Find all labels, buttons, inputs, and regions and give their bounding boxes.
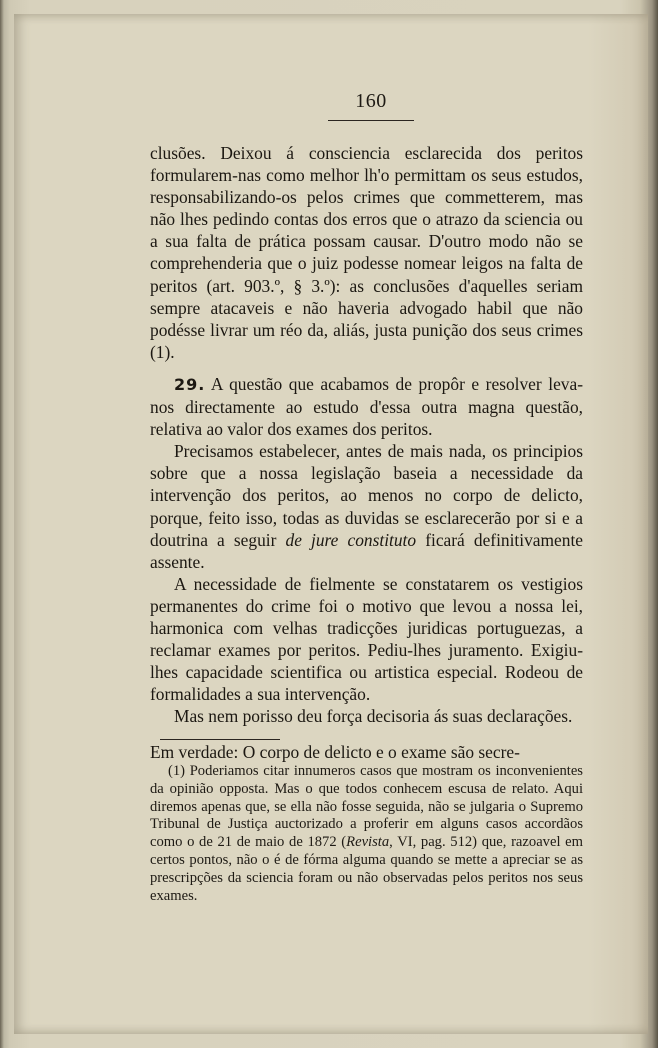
footnote-text: , VI, pag. 512) que, razoavel em certos pontos, não o é de fórma alguma quando se mette a apreciar se as prescripções da sciencia foram ou não observadas pelos peritos nos seus exames. bbox=[150, 834, 583, 904]
footnote bbox=[150, 763, 583, 905]
paragraph-text: A questão que acabamos de propôr e resolver leva-nos directamente ao estudo d'essa outra magna questão, relativa ao valor dos exames dos peritos. bbox=[150, 373, 583, 440]
paragraph: Mas nem porisso deu força decisoria ás suas declarações. bbox=[174, 706, 573, 727]
paragraph-continuation: clusões. Deixou á consciencia esclarecida dos peritos formularem-nas como melhor lh'o permittam os seus estudos, responsabilizando-os pelos crimes que commetterem, mas não lhes pedindo contas dos erros que o atrazo da sciencia ou a sua falta de prática possam causar. D'outro modo não se comprehenderia que o juiz podesse nomear leigos na falta de peritos (art. 903.º, § 3.º): as conclusões d'aquelles seriam sempre atacaveis e não haveria advogado habil que não podésse livrar um réo da, aliás, justa punição dos seus crimes (1). bbox=[150, 143, 583, 362]
paragraph-section-29 bbox=[150, 373, 583, 440]
header-rule bbox=[328, 120, 414, 121]
italic-phrase: de jure constituto bbox=[285, 529, 417, 550]
italic-citation: Revista bbox=[346, 834, 390, 851]
footnote-rule bbox=[160, 739, 280, 740]
paragraph bbox=[150, 440, 583, 573]
paragraph: Em verdade: O corpo de delicto e o exame são secre- bbox=[150, 742, 520, 763]
main-text bbox=[150, 142, 583, 764]
footnote-mark: (1) bbox=[168, 763, 186, 779]
page-number: 160 bbox=[355, 90, 387, 112]
footnote-text: Poderiamos citar innumeros casos que mostram os inconvenientes da opinião opposta. Mas o que todos conhecem escusa de relato. Aqui diremos apenas que, se ella não fosse seguida, não se julgaria o Supremo Tribunal de Justiça auctorizado a proferir em alguns casos accordãos como o de 21 de maio de 1872 ( bbox=[150, 763, 583, 851]
section-number: 29. bbox=[174, 374, 206, 394]
paragraph-text: Precisamos estabelecer, antes de mais nada, os principios sobre que a nossa legislação baseia a necessidade da intervenção dos peritos, ao menos no corpo de delicto, porque, feito isso, todas as duvidas se esclarecerão por si e a doutrina a seguir bbox=[150, 441, 583, 550]
paragraph: A necessidade de fielmente se constatarem os vestigios permanentes do crime foi o motivo que levou a nossa lei, harmonica com velhas tradicções juridicas portuguezas, a reclamar exames por peritos. Pediu-lhes juramento. Exigiu-lhes capacidade scientifica ou artistica especial. Rodeou de formalidades a sua intervenção. bbox=[150, 573, 583, 705]
page-edge-shading bbox=[588, 14, 648, 1034]
paragraph-text: ficará definitivamente assente. bbox=[150, 529, 584, 572]
